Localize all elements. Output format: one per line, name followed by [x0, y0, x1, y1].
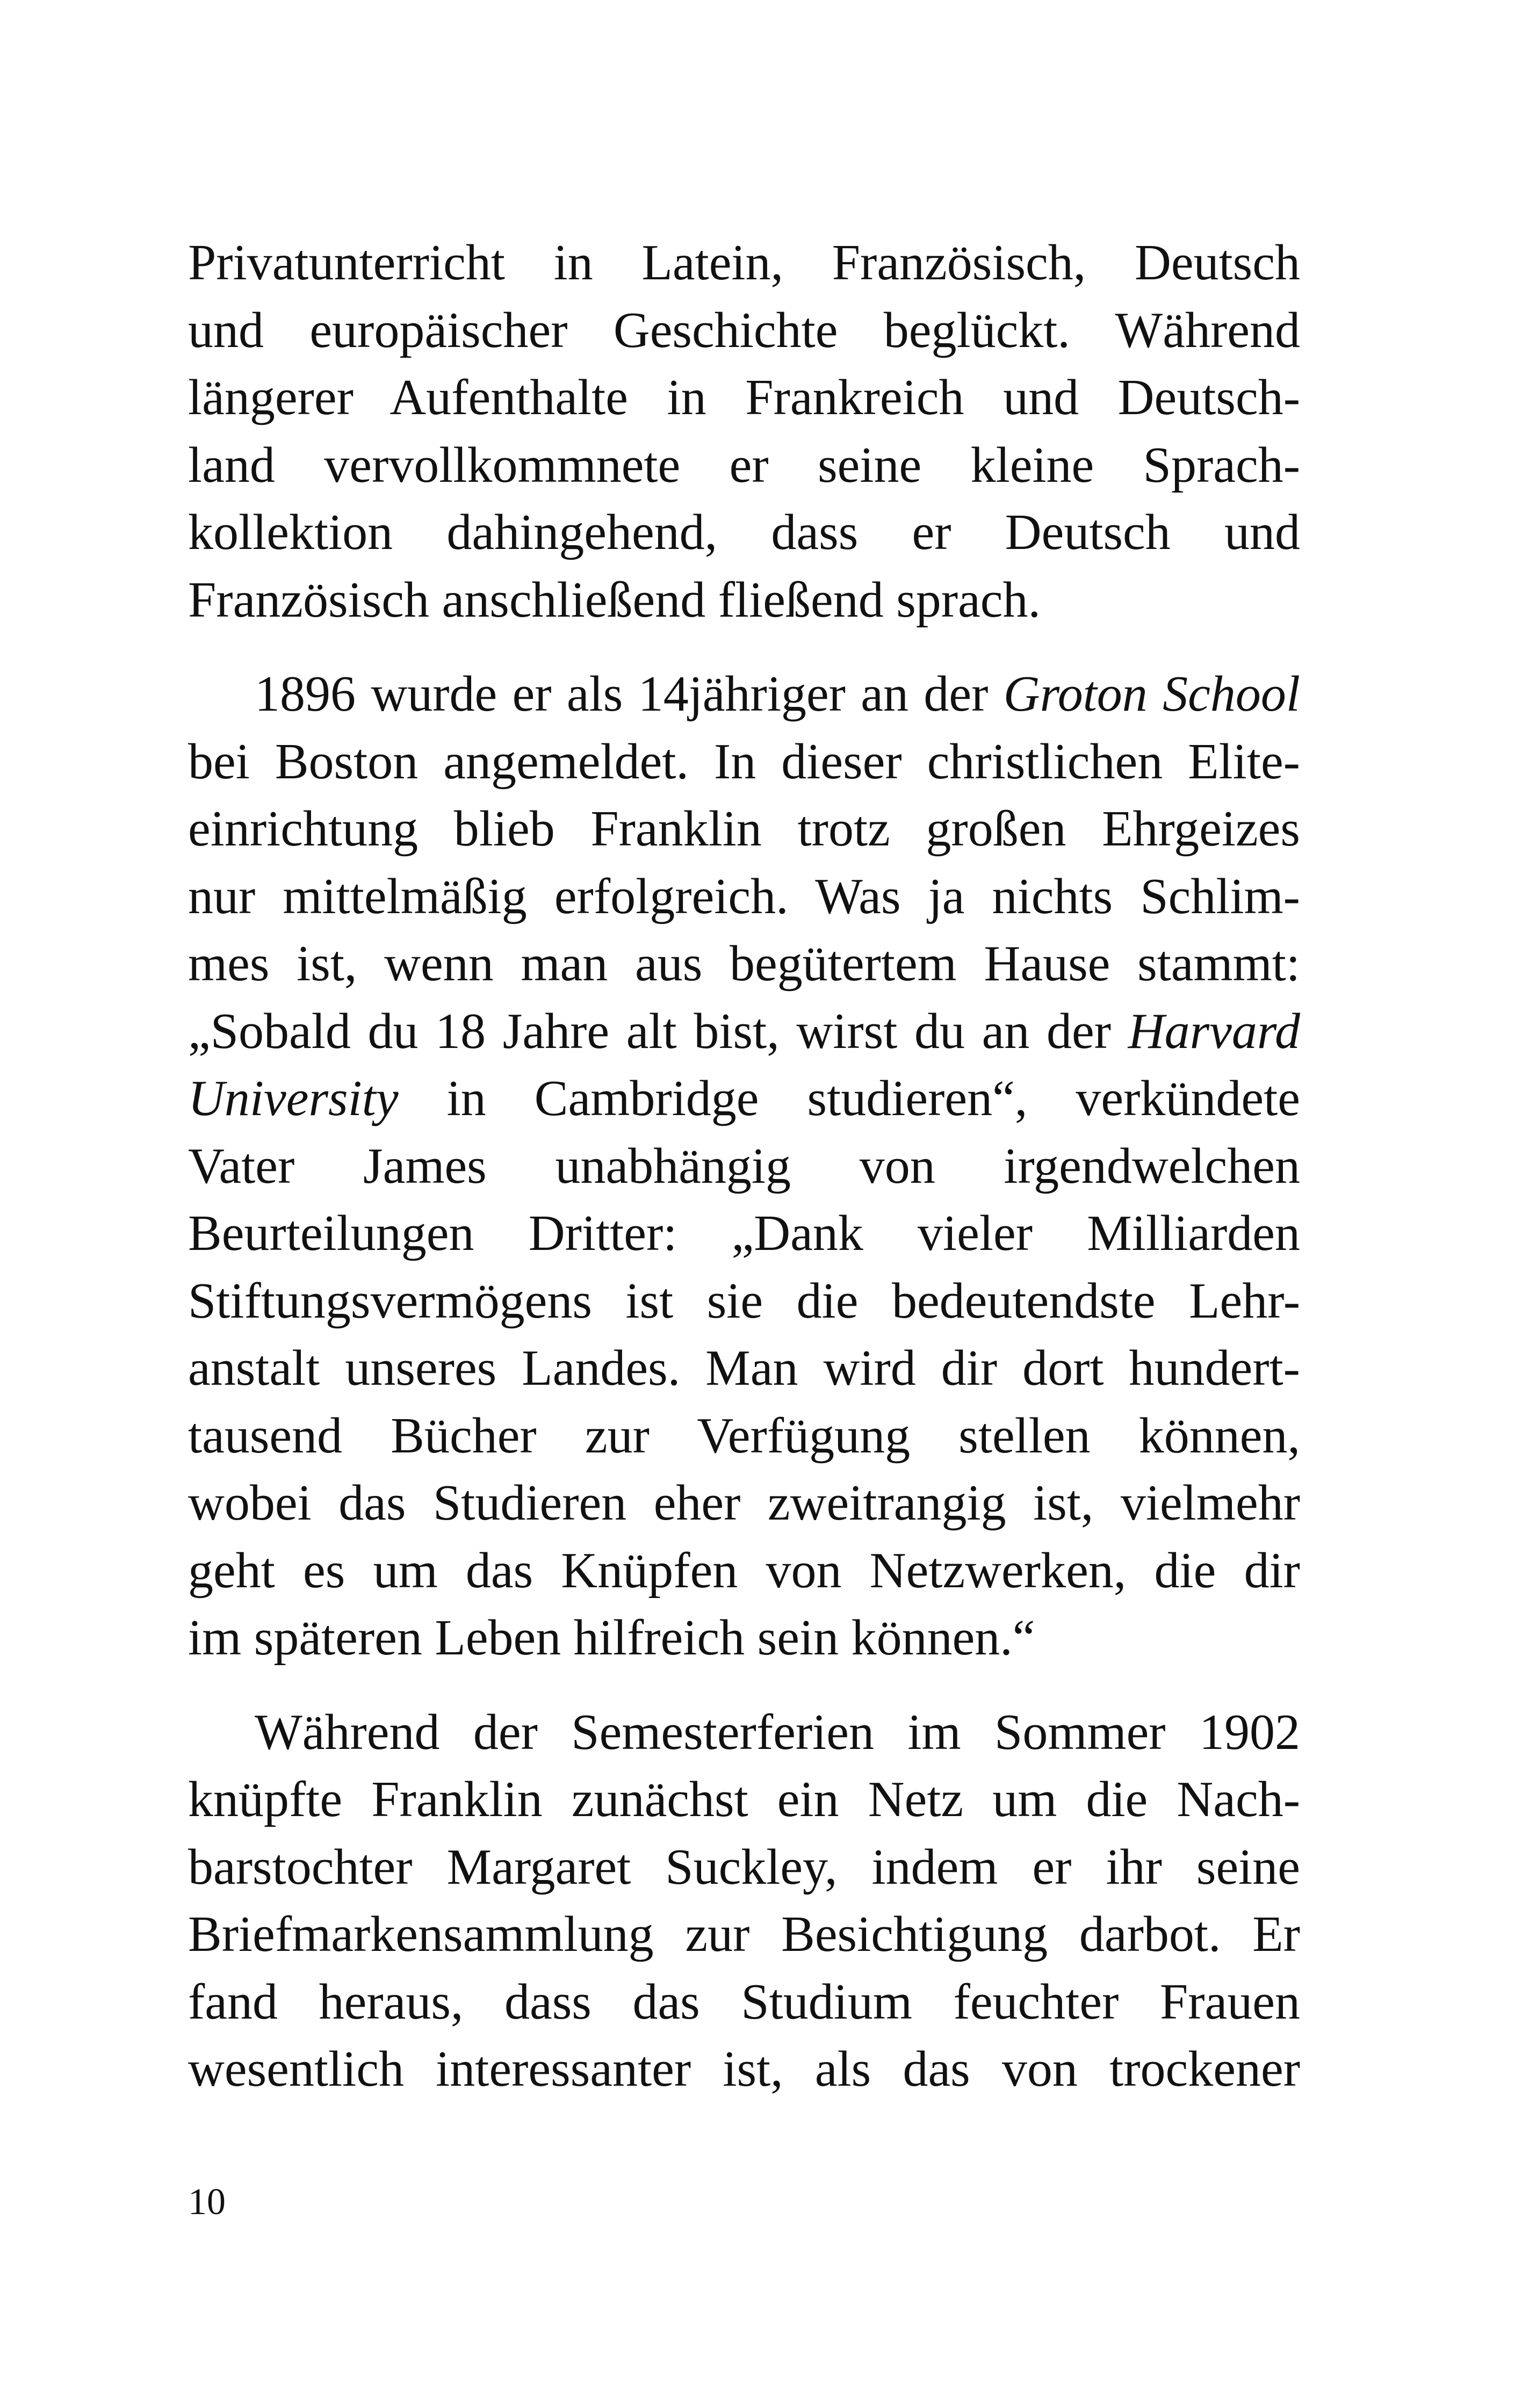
text-line: [188, 863, 1300, 931]
text-line: [188, 1604, 1300, 1672]
text-line: [188, 1834, 1300, 1901]
text-segment: anstalt unseres Landes. Man wird dir dort hundert-: [188, 1340, 1300, 1396]
text-segment: bei Boston angemeldet. In dieser christlichen Elite-: [188, 733, 1300, 790]
text-segment: in Cambridge studieren“, verkündete: [398, 1071, 1300, 1126]
text-line: [188, 2036, 1300, 2103]
text-segment: 1896 wurde er als 14jähriger an der: [255, 666, 1004, 722]
text-segment: „Sobald du 18 Jahre alt bist, wirst du an der: [188, 1003, 1128, 1059]
text-line: [188, 728, 1300, 796]
text-segment: nur mittelmäßig erfolgreich. Was ja nichts Schlim-: [188, 868, 1300, 924]
paragraph: [188, 1699, 1300, 2103]
text-line: [188, 796, 1300, 863]
paragraph-gap: [188, 1672, 1300, 1699]
text-line: [188, 1268, 1300, 1335]
italic-text-segment: Groton School: [1003, 666, 1300, 722]
page-number: 10: [188, 2181, 226, 2223]
text-segment: wesentlich interessanter ist, als das von trockener: [188, 2041, 1300, 2097]
text-segment: kollektion dahingehend, dass er Deutsch und: [188, 504, 1300, 560]
text-line: [188, 1766, 1300, 1834]
text-segment: und europäischer Geschichte beglückt. Während: [188, 302, 1300, 358]
text-segment: mes ist, wenn man aus begütertem Hause stammt:: [188, 936, 1300, 992]
text-segment: längerer Aufenthalte in Frankreich und Deutsch-: [188, 370, 1300, 425]
text-line: [188, 567, 1300, 634]
italic-text-segment: Harvard: [1128, 1003, 1300, 1059]
text-line: [188, 1133, 1300, 1201]
text-segment: im späteren Leben hilfreich sein können.“: [188, 1610, 1035, 1666]
paragraph-gap: [188, 634, 1300, 661]
text-segment: Französisch anschließend fließend sprach.: [188, 572, 1041, 628]
text-segment: knüpfte Franklin zunächst ein Netz um die Nach-: [188, 1771, 1300, 1827]
text-line: [188, 1969, 1300, 2036]
text-line: [188, 499, 1300, 567]
text-line: [188, 297, 1300, 365]
paragraph: [188, 229, 1300, 634]
text-segment: einrichtung blieb Franklin trotz großen Ehrgeizes: [188, 801, 1300, 857]
text-segment: geht es um das Knüpfen von Netzwerken, die dir: [188, 1542, 1300, 1599]
text-line: [188, 229, 1300, 297]
text-line: [188, 1699, 1300, 1767]
text-line: [188, 1200, 1300, 1268]
text-line: [188, 930, 1300, 998]
italic-text-segment: University: [188, 1071, 399, 1126]
paragraph: [188, 661, 1300, 1672]
text-segment: Während der Semesterferien im Sommer 1902: [255, 1704, 1300, 1760]
text-line: [188, 661, 1300, 728]
text-segment: Stiftungsvermögens ist sie die bedeutendste Lehr-: [188, 1272, 1300, 1329]
text-line: [188, 1402, 1300, 1470]
text-line: [188, 1065, 1300, 1133]
text-segment: barstochter Margaret Suckley, indem er ihr seine: [188, 1839, 1300, 1895]
text-segment: land vervollkommnete er seine kleine Sprach-: [188, 437, 1300, 493]
text-segment: Vater James unabhängig von irgendwelchen: [188, 1138, 1300, 1194]
text-segment: fand heraus, dass das Studium feuchter Frauen: [188, 1973, 1300, 2030]
text-segment: Beurteilungen Dritter: „Dank vieler Milliarden: [188, 1205, 1300, 1261]
text-line: [188, 998, 1300, 1066]
text-segment: Briefmarkensammlung zur Besichtigung darbot. Er: [188, 1906, 1300, 1962]
text-line: [188, 1901, 1300, 1969]
text-segment: Privatunterricht in Latein, Französisch, Deutsch: [188, 235, 1300, 291]
text-segment: tausend Bücher zur Verfügung stellen können,: [188, 1407, 1300, 1464]
body-text: [188, 229, 1300, 2103]
text-line: [188, 1335, 1300, 1402]
text-segment: wobei das Studieren eher zweitrangig ist, vielmehr: [188, 1475, 1300, 1531]
text-line: [188, 1470, 1300, 1537]
text-line: [188, 432, 1300, 500]
text-line: [188, 1537, 1300, 1605]
text-line: [188, 364, 1300, 432]
